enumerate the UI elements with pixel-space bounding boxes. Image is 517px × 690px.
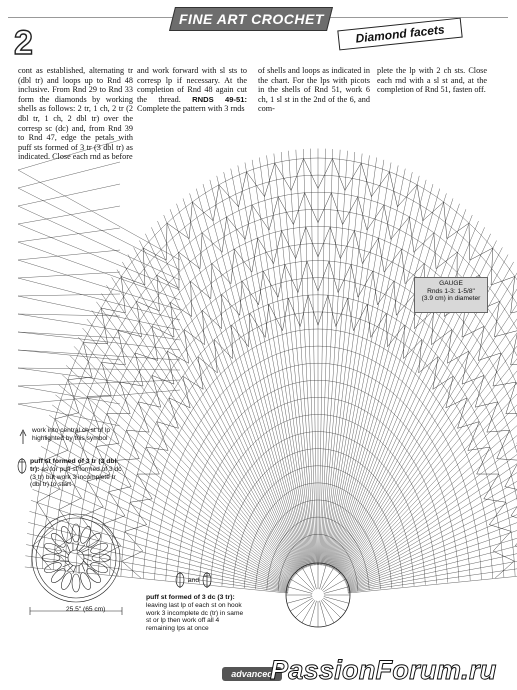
text-column-4: plete the lp with 2 ch sts. Close each rnd with a sl st and, at the completion of Rnd 51, fasten off. bbox=[377, 66, 487, 95]
gauge-line-1: Rnds 1-3: 1-5/8" bbox=[427, 287, 475, 295]
banner-title: FINE ART CROCHET bbox=[178, 11, 324, 27]
legend-puff-3tr bbox=[30, 458, 122, 489]
central-ch-symbol-icon bbox=[20, 430, 26, 444]
gauge-line-2: (3.9 cm) in diameter bbox=[421, 295, 481, 303]
puff-3tr-symbol-icon bbox=[18, 458, 26, 474]
legend-and: and bbox=[188, 577, 200, 584]
text-column-1: cont as established, alternating tr (dbl tr) and loops up to Rnd 48 inclusive. From Rnd 29 to Rnd 33 form the diamonds by working shells as follows: 2 tr, 1 ch, 2 tr (2 dbl tr, 1 ch, 2 dbl tr) over the corresp sc (dc) and, from Rnd 39 to Rnd 47, edge the petals with puff sts formed of 3 tr (3 dbl tr) as indicated. Close each rnd as before bbox=[18, 66, 133, 162]
legend-central-ch: work into central ch st of lp highlighted by this symbol bbox=[32, 427, 111, 442]
legend-puff-3dc-title: puff st formed of 3 dc (3 tr): bbox=[146, 594, 235, 601]
rnds-heading: RNDS 49-51: bbox=[192, 94, 248, 104]
rnds-text: Complete the pattern with 3 rnds bbox=[137, 104, 245, 114]
gauge-label: GAUGE bbox=[439, 280, 463, 287]
legend-puff-3tr-text: as for puff st formed of 3 dc (3 tr) but work 3 incomplete tr (dbl tr) to start bbox=[30, 465, 122, 489]
watermark: PassionForum.ru bbox=[270, 655, 497, 685]
page-number: 2 bbox=[14, 24, 33, 62]
text-column-2-body: and work forward with sl sts to corresp lp if necessary. At the completion of Rnd 48 again cut the thread. bbox=[137, 66, 247, 104]
legend-puff-3dc bbox=[146, 594, 246, 633]
text-column-3: of shells and loops as indicated in the chart. For the lps with picots in the shells of Rnd 51, work 6 ch, 1 sl st in the 2nd of the 6, and com- bbox=[258, 66, 370, 114]
subtitle-text: Diamond facets bbox=[354, 22, 446, 46]
legend-puff-3tr-title: puff st formed of 3 tr (3 dbl tr): bbox=[30, 458, 117, 473]
level-badge: advanced bbox=[222, 667, 282, 681]
gauge-box bbox=[414, 277, 488, 313]
legend-puff-3dc-text: leaving last lp of each st on hook work 3 incomplete dc (tr) in same st or lp then work off all 4 remaining lps at once bbox=[146, 601, 244, 633]
doily-thumbnail-icon bbox=[30, 514, 122, 615]
dimension-label: 25.5" (65 cm) bbox=[66, 606, 106, 613]
